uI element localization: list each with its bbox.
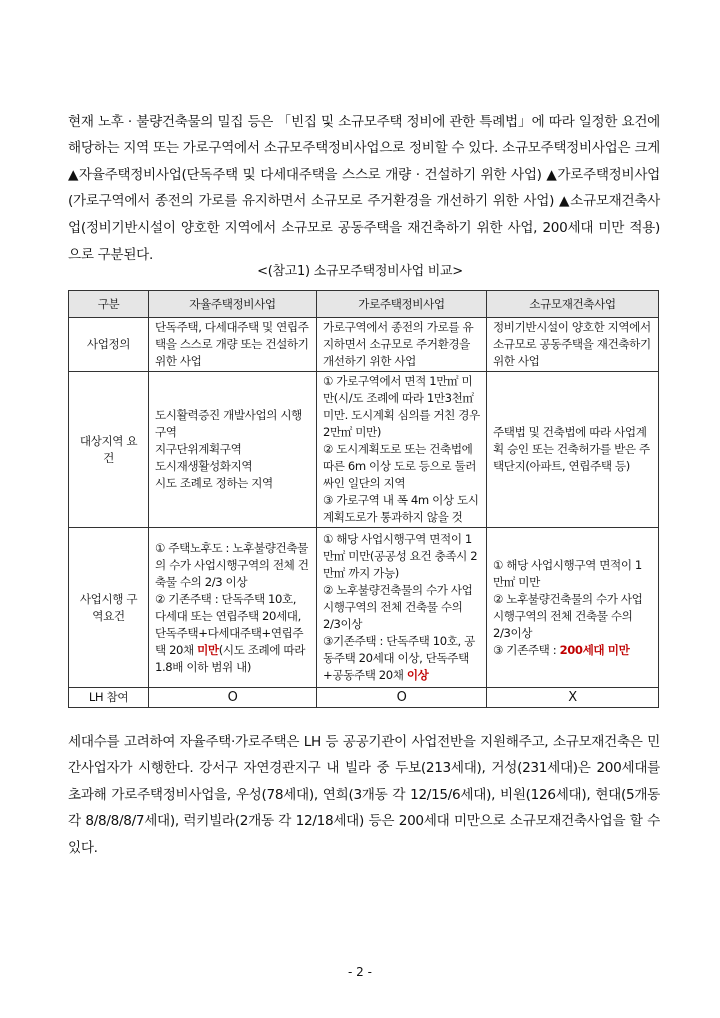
requirement-small-rebuild-item1: ① 해당 사업시행구역 면적이 1만㎡ 미만 [493, 557, 642, 589]
requirement-small-rebuild-item2: ② 노후불량건축물의 수가 사업시행구역의 전체 건축물 수의 2/3이상 [493, 591, 643, 640]
requirement-street-item1: ① 해당 사업시행구역 면적이 1만㎡ 미만(공공성 요건 충족시 2만㎡ 까지 가능) [323, 532, 478, 580]
lh-street: O [317, 688, 487, 708]
requirement-text: (시도 조례에 따라 1.8배 이하 범위 내) [155, 642, 306, 674]
requirement-street-item2: ② 노후불량건축물의 수가 사업시행구역의 전체 건축물 수의 2/3이상 [323, 583, 473, 631]
requirement-autonomous [149, 528, 317, 688]
target-street-item: ② 도시계획도로 또는 건축법에 따른 6m 이상 도로 등으로 둘러싸인 일단의 지역 [323, 442, 477, 490]
requirement-small-rebuild [487, 528, 659, 688]
target-autonomous-item: 도시재생활성화지역 [155, 459, 253, 473]
requirement-small-rebuild-item3 [493, 642, 652, 659]
header-category: 구분 [69, 291, 149, 318]
target-autonomous-item: 지구단위계획구역 [155, 442, 242, 456]
header-small-rebuild: 소규모재건축사업 [487, 291, 659, 318]
requirement-text: ② 기존주택 : 단독주택 10호, 다세대 또는 연립주택 20세대, 단독주택+다세대주택+연립주택 20채 [155, 591, 304, 657]
target-autonomous-item: 도시활력증진 개발사업의 시행구역 [155, 408, 302, 439]
row-label-definition: 사업정의 [69, 318, 149, 372]
lh-autonomous: O [149, 688, 317, 708]
table-row-lh [69, 688, 659, 708]
table-header-row [69, 291, 659, 318]
definition-street: 가로구역에서 종전의 가로를 유지하면서 소규모로 주거환경을 개선하기 위한 사업 [317, 318, 487, 372]
comparison-table [68, 290, 659, 708]
intro-paragraph: 현재 노후 · 불량건축물의 밀집 등은 「빈집 및 소규모주택 정비에 관한 특례법」에 따라 일정한 요건에 해당하는 지역 또는 가로구역에서 소규모주택정비사업으로 정비할 수 있다. 소규모주택정비사업은 크게 ▲자율주택정비사업(단독주택 및 다세대주택을 스스로 개량 · 건설하기 위한 사업) ▲가로주택정비사업(가로구역에서 종전의 가로를 유지하면서 소규모로 주거환경을 개선하기 위한 사업) ▲소규모재건축사업(정비기반시설이 양호한 지역에서 소규모로 공동주택을 재건축하기 위한 사업, 200세대 미만 적용)으로 구분된다. [68, 113, 660, 263]
target-street-item: ① 가로구역에서 면적 1만㎡ 미만(시/도 조례에 따라 1만3천㎡ 미만. 도시계획 심의를 거친 경우 2만㎡ 미만) [323, 374, 480, 439]
requirement-text: ③ 기존주택 : [493, 642, 560, 657]
requirement-autonomous-item2 [155, 591, 310, 676]
requirement-street [317, 528, 487, 688]
requirement-street-item3 [323, 633, 480, 684]
target-street [317, 372, 487, 528]
requirement-text: ③기존주택 : 단독주택 10호, 공동주택 20세대 이상, 단독주택+공동주택 20채 [323, 634, 475, 682]
table-row-definition [69, 318, 659, 372]
highlight-under-200: 200세대 미만 [559, 642, 630, 657]
table-row-target [69, 372, 659, 528]
header-autonomous: 자율주택정비사업 [149, 291, 317, 318]
table-caption: <(참고1) 소규모주택정비사업 비교> [257, 264, 463, 279]
requirement-autonomous-item1: ① 주택노후도 : 노후불량건축물의 수가 사업시행구역의 전체 건축물 수의 2/3 이상 [155, 540, 309, 589]
page-number: - 2 - [348, 965, 372, 979]
lh-small-rebuild: X [487, 688, 659, 708]
highlight-under: 미만 [197, 642, 219, 657]
table-row-requirement [69, 528, 659, 688]
target-small-rebuild: 주택법 및 건축법에 따라 사업계획 승인 또는 건축허가를 받은 주택단지(아파트, 연립주택 등) [487, 372, 659, 528]
closing-paragraph: 세대수를 고려하여 자율주택·가로주택은 LH 등 공공기관이 사업전반을 지원해주고, 소규모재건축은 민간사업자가 시행한다. 강서구 자연경관지구 내 빌라 중 두보(213세대), 거성(231세대)은 200세대를 초과해 가로주택정비사업을, 우성(78세대), 연희(3개동 각 12/15/6세대), 비원(126세대), 현대(5개동 각 8/8/8/8/7세대), 럭키빌라(2개동 각 12/18세대) 등은 200세대 미만으로 소규모재건축사업을 할 수 있다. [68, 733, 660, 856]
header-street: 가로주택정비사업 [317, 291, 487, 318]
target-autonomous [149, 372, 317, 528]
row-label-target: 대상지역 요건 [69, 372, 149, 528]
target-autonomous-item: 시도 조례로 정하는 지역 [155, 476, 273, 490]
definition-small-rebuild: 정비기반시설이 양호한 지역에서 소규모로 공동주택을 재건축하기 위한 사업 [487, 318, 659, 372]
target-street-item: ③ 가로구역 내 폭 4m 이상 도시계획도로가 통과하지 않을 것 [323, 493, 479, 524]
highlight-over: 이상 [406, 668, 429, 682]
row-label-requirement: 사업시행 구역요건 [69, 528, 149, 688]
row-label-lh: LH 참여 [69, 688, 149, 708]
definition-autonomous: 단독주택, 다세대주택 및 연립주택을 스스로 개량 또는 건설하기 위한 사업 [149, 318, 317, 372]
